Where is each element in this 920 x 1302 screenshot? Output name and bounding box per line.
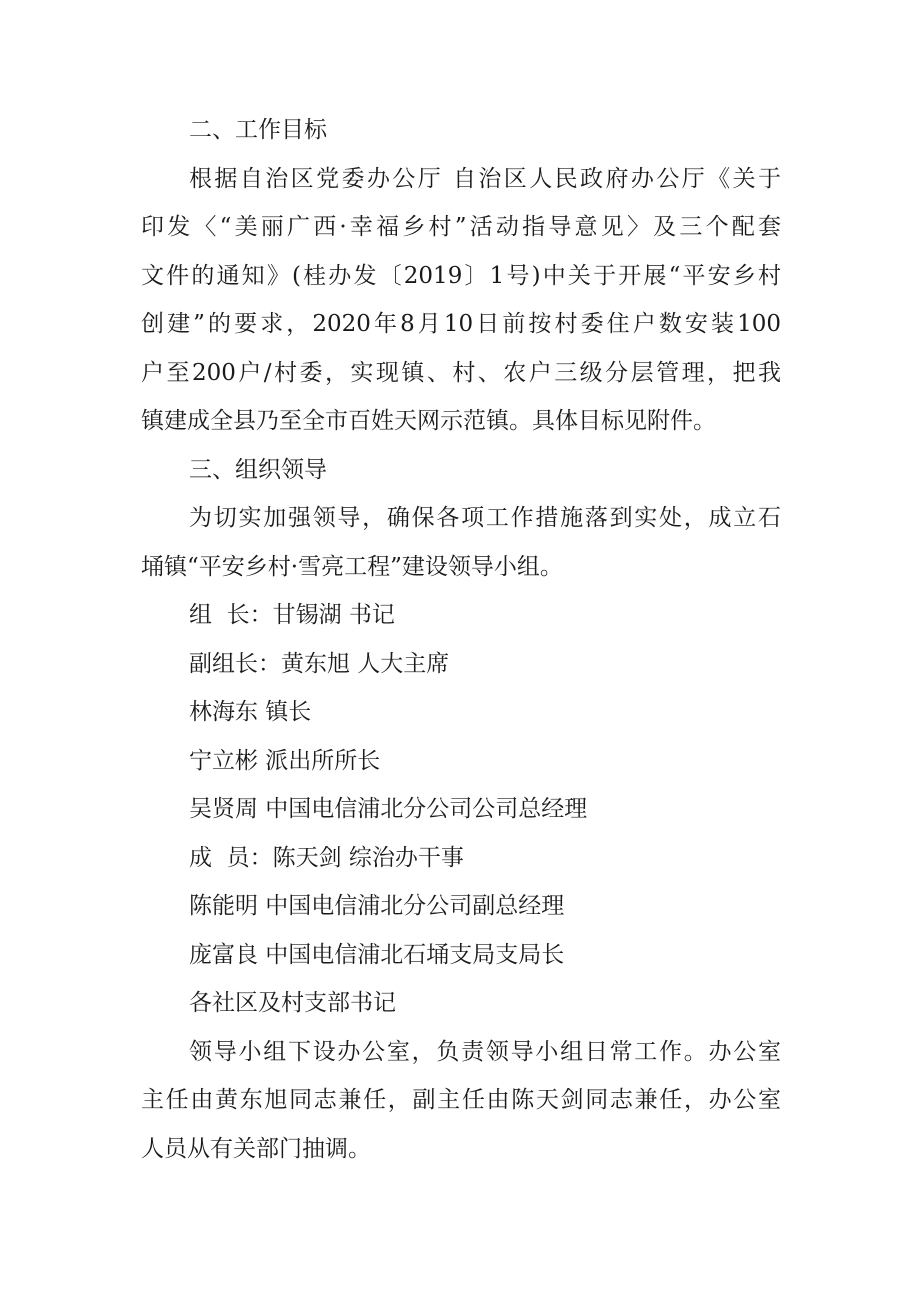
paragraph-line: 为切实加强领导，确保各项工作措施落到实处，成立石 xyxy=(189,505,781,531)
document-body xyxy=(141,106,781,1173)
paragraph-line: 创建”的要求，2020年8月10日前按村委住户数安装100 xyxy=(141,311,781,337)
paragraph-line: 主任由黄东旭同志兼任，副主任由陈天剑同志兼任，办公室 xyxy=(141,1087,781,1113)
section-heading-work-goals: 二、工作目标 xyxy=(189,117,327,143)
paragraph-line: 根据自治区党委办公厅 自治区人民政府办公厅《关于 xyxy=(189,165,781,192)
paragraph-line: 领导小组下设办公室，负责领导小组日常工作。办公室 xyxy=(189,1038,781,1065)
member-line: 成 员：陈天剑 综治办干事 xyxy=(189,844,464,871)
member-line: 吴贤周 中国电信浦北分公司公司总经理 xyxy=(189,796,588,822)
section-heading-organization: 三、组织领导 xyxy=(189,456,327,483)
member-line: 林海东 镇长 xyxy=(189,699,312,725)
member-line: 各社区及村支部书记 xyxy=(189,990,396,1016)
paragraph-line: 文件的通知》(桂办发〔2019〕1号)中关于开展“平安乡村 xyxy=(141,262,781,289)
paragraph-line: 户至200户/村委，实现镇、村、农户三级分层管理，把我 xyxy=(141,359,781,386)
member-line: 庞富良 中国电信浦北石埇支局支局长 xyxy=(189,941,565,968)
member-line: 宁立彬 派出所所长 xyxy=(189,747,381,774)
member-line: 副组长：黄东旭 人大主席 xyxy=(189,650,450,677)
paragraph-line: 人员从有关部门抽调。 xyxy=(141,1135,371,1162)
paragraph-line: 镇建成全县乃至全市百姓天网示范镇。具体目标见附件。 xyxy=(141,408,716,434)
member-line: 组 长：甘锡湖 书记 xyxy=(189,602,395,628)
paragraph-line: 印发〈“美丽广西·幸福乡村”活动指导意见〉及三个配套 xyxy=(141,214,781,240)
paragraph-line: 埇镇“平安乡村·雪亮工程”建设领导小组。 xyxy=(141,553,563,580)
member-line: 陈能明 中国电信浦北分公司副总经理 xyxy=(189,893,565,919)
